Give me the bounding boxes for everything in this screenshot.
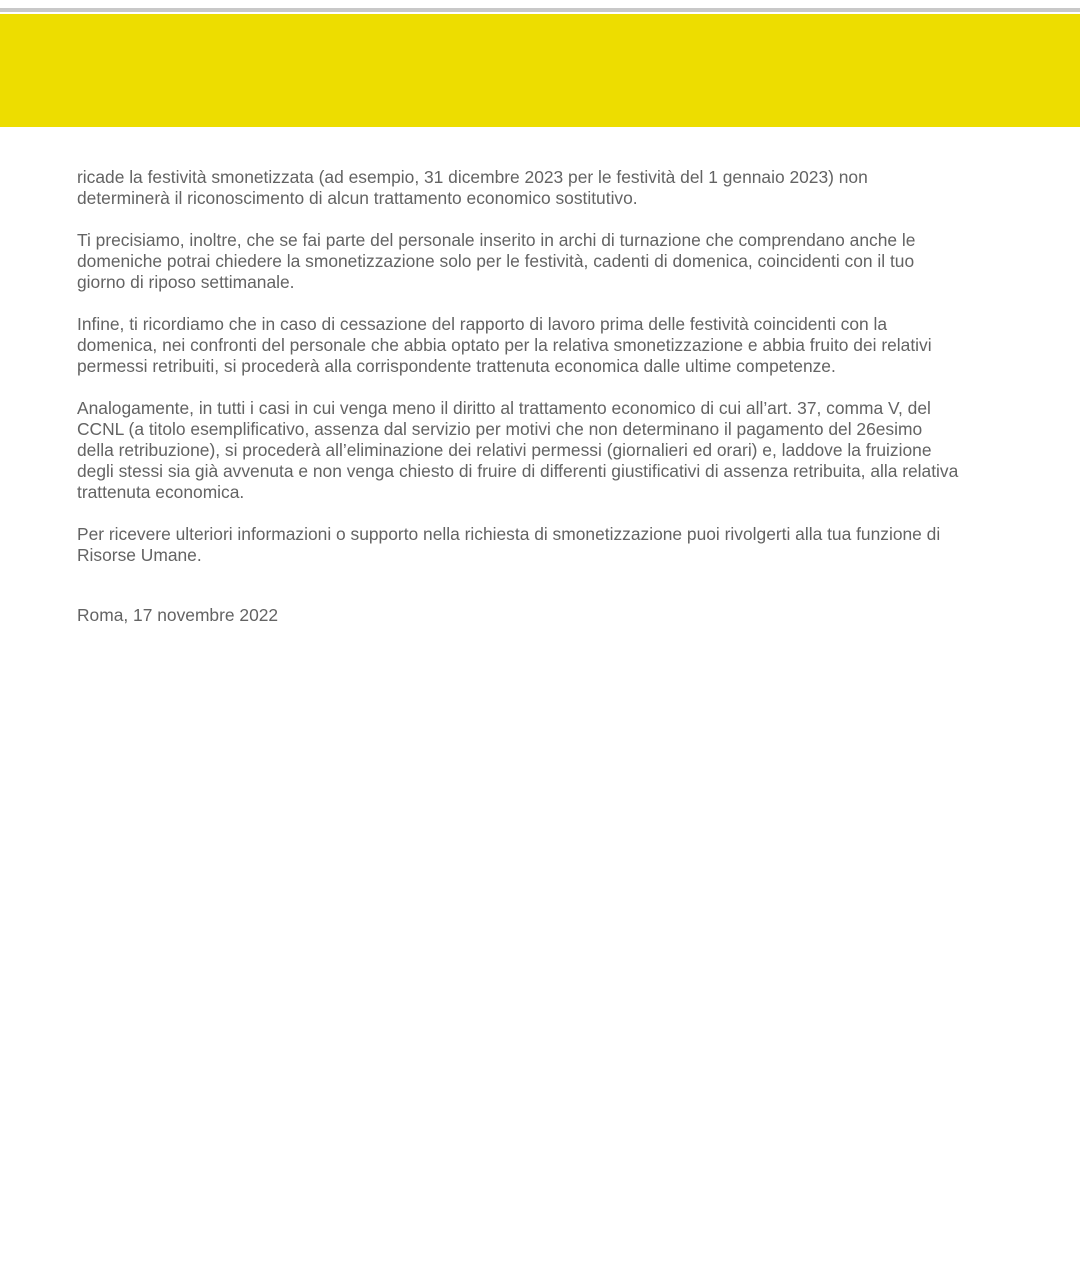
header-top-rule: [0, 8, 1080, 12]
header-yellow-band: [0, 14, 1080, 127]
paragraph-festivita-smonetizzata: ricade la festività smonetizzata (ad esempio, 31 dicembre 2023 per le festività del 1 gennaio 2023) non determinerà il riconoscimento di alcun trattamento economico sostitutivo.: [77, 167, 868, 208]
paragraph-art-37-ccnl: Analogamente, in tutti i casi in cui venga meno il diritto al trattamento economico di cui all’art. 37, comma V, del CCNL (a titolo esemplificativo, assenza dal servizio per motivi che non determinano il pagamento del 26esimo della retribuzione), si procederà all’eliminazione dei relativi permessi (giornalieri ed orari) e, laddove la fruizione degli stessi sia già avvenuta e non venga chiesto di fruire di differenti giustificativi di assenza retribuita, alla relativa trattenuta economica.: [77, 398, 959, 502]
paragraph-personale-turnazione: Ti precisiamo, inoltre, che se fai parte del personale inserito in archi di turnazione che comprendano anche le domeniche potrai chiedere la smonetizzazione solo per le festività, cadenti di domenica, coincidenti con il tuo giorno di riposo settimanale.: [77, 230, 916, 292]
document-body: [77, 167, 1012, 587]
paragraph-informazioni-supporto: Per ricevere ulteriori informazioni o supporto nella richiesta di smonetizzazione puoi rivolgerti alla tua funzione di Risorse Umane.: [77, 524, 941, 565]
place-date-line: Roma, 17 novembre 2022: [77, 605, 279, 625]
paragraph-cessazione-rapporto: Infine, ti ricordiamo che in caso di cessazione del rapporto di lavoro prima delle festività coincidenti con la domenica, nei confronti del personale che abbia optato per la relativa smonetizzazione e abbia fruito dei relativi permessi retribuiti, si procederà alla corrispondente trattenuta economica dalle ultime competenze.: [77, 314, 932, 376]
